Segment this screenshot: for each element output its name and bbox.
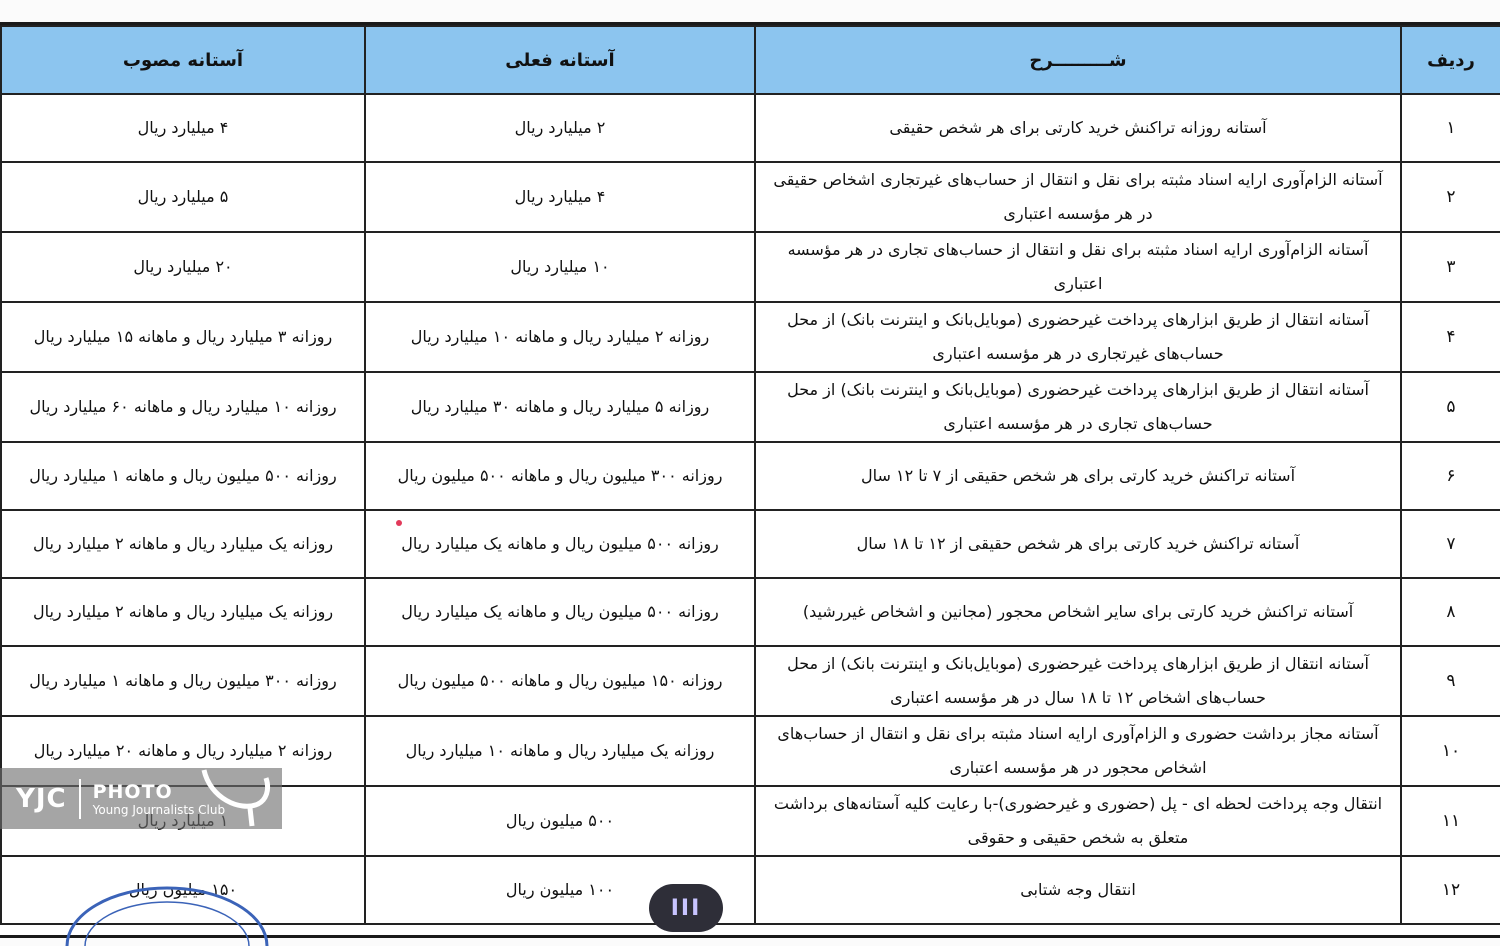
row-index: ۴ (1401, 302, 1500, 372)
row-description: انتقال وجه شتابی (755, 856, 1401, 924)
header-approved-threshold: آستانه مصوب (1, 26, 365, 94)
table-row (1, 232, 1500, 302)
row-current-threshold: روزانه ۱۵۰ میلیون ریال و ماهانه ۵۰۰ میلیون ریال (365, 646, 755, 716)
row-index: ۳ (1401, 232, 1500, 302)
row-current-threshold: ۱۰۰ میلیون ریال (365, 856, 755, 924)
table-row (1, 94, 1500, 162)
row-approved-threshold: ۵ میلیارد ریال (1, 162, 365, 232)
row-description: آستانه الزام‌آوری ارایه اسناد مثبته برای نقل و انتقال از حساب‌های تجاری در هر مؤسسه اعتباری (755, 232, 1401, 302)
row-approved-threshold: ۱۵۰ میلیون ریال (1, 856, 365, 924)
red-dot-mark (396, 520, 402, 526)
row-index: ۸ (1401, 578, 1500, 646)
row-description: آستانه الزام‌آوری ارایه اسناد مثبته برای نقل و انتقال از حساب‌های غیرتجاری اشخاص حقیقی در هر مؤسسه اعتباری (755, 162, 1401, 232)
row-approved-threshold: روزانه ۳۰۰ میلیون ریال و ماهانه ۱ میلیارد ریال (1, 646, 365, 716)
table-row (1, 442, 1500, 510)
row-index: ۱۰ (1401, 716, 1500, 786)
row-description: آستانه انتقال از طریق ابزارهای پرداخت غیرحضوری (موبایل‌بانک و اینترنت بانک) از محل حساب‌های غیرتجاری در هر مؤسسه اعتباری (755, 302, 1401, 372)
row-approved-threshold: روزانه یک میلیارد ریال و ماهانه ۲ میلیارد ریال (1, 578, 365, 646)
row-approved-threshold: ۴ میلیارد ریال (1, 94, 365, 162)
table-row (1, 302, 1500, 372)
row-current-threshold: روزانه ۳۰۰ میلیون ریال و ماهانه ۵۰۰ میلیون ریال (365, 442, 755, 510)
row-description: آستانه انتقال از طریق ابزارهای پرداخت غیرحضوری (موبایل‌بانک و اینترنت بانک) از محل حساب‌های تجاری در هر مؤسسه اعتباری (755, 372, 1401, 442)
table-header-row (1, 26, 1500, 94)
row-description: آستانه روزانه تراکنش خرید کارتی برای هر شخص حقیقی (755, 94, 1401, 162)
row-approved-threshold: روزانه یک میلیارد ریال و ماهانه ۲ میلیارد ریال (1, 510, 365, 578)
row-approved-threshold: روزانه ۲ میلیارد ریال و ماهانه ۲۰ میلیارد ریال (1, 716, 365, 786)
row-current-threshold: روزانه یک میلیارد ریال و ماهانه ۱۰ میلیارد ریال (365, 716, 755, 786)
row-index: ۵ (1401, 372, 1500, 442)
row-index: ۲ (1401, 162, 1500, 232)
row-index: ۱۱ (1401, 786, 1500, 856)
scroll-handle-button[interactable] (649, 884, 723, 932)
header-index: ردیف (1401, 26, 1500, 94)
row-description: آستانه تراکنش خرید کارتی برای هر شخص حقیقی از ۷ تا ۱۲ سال (755, 442, 1401, 510)
row-index: ۷ (1401, 510, 1500, 578)
header-current-threshold: آستانه فعلی (365, 26, 755, 94)
row-current-threshold: روزانه ۵ میلیارد ریال و ماهانه ۳۰ میلیارد ریال (365, 372, 755, 442)
row-description: آستانه تراکنش خرید کارتی برای هر شخص حقیقی از ۱۲ تا ۱۸ سال (755, 510, 1401, 578)
row-approved-threshold: ۲۰ میلیارد ریال (1, 232, 365, 302)
yjc-logo: YJC (16, 783, 67, 814)
row-description: آستانه انتقال از طریق ابزارهای پرداخت غیرحضوری (موبایل‌بانک و اینترنت بانک) از محل حساب‌های اشخاص ۱۲ تا ۱۸ سال در هر مؤسسه اعتباری (755, 646, 1401, 716)
row-current-threshold: روزانه ۵۰۰ میلیون ریال و ماهانه یک میلیارد ریال (365, 578, 755, 646)
row-current-threshold: ۴ میلیارد ریال (365, 162, 755, 232)
row-description: انتقال وجه پرداخت لحظه ای - پل (حضوری و غیرحضوری)-با رعایت کلیه آستانه‌های برداشت متعلق به شخص حقیقی و حقوقی (755, 786, 1401, 856)
table-row (1, 372, 1500, 442)
watermark-photo-label: PHOTO (92, 780, 173, 803)
table-row (1, 646, 1500, 716)
yjc-emblem-icon (200, 768, 280, 829)
row-current-threshold: روزانه ۵۰۰ میلیون ریال و ماهانه یک میلیارد ریال (365, 510, 755, 578)
watermark-club-label: Young Journalists Club (92, 802, 226, 817)
row-description: آستانه تراکنش خرید کارتی برای سایر اشخاص محجور (مجانین و اشخاص غیررشید) (755, 578, 1401, 646)
table-row (1, 162, 1500, 232)
table-row (1, 578, 1500, 646)
row-approved-threshold: روزانه ۵۰۰ میلیون ریال و ماهانه ۱ میلیارد ریال (1, 442, 365, 510)
photo-watermark (0, 768, 282, 829)
stamp-seal-icon (62, 878, 272, 946)
row-current-threshold: روزانه ۲ میلیارد ریال و ماهانه ۱۰ میلیارد ریال (365, 302, 755, 372)
table-row (1, 510, 1500, 578)
row-description: آستانه مجاز برداشت حضوری و الزام‌آوری ارایه اسناد مثبته برای نقل و انتقال از حساب‌های اشخاص محجور در هر مؤسسه اعتباری (755, 716, 1401, 786)
row-approved-threshold: روزانه ۳ میلیارد ریال و ماهانه ۱۵ میلیارد ریال (1, 302, 365, 372)
row-approved-threshold: روزانه ۱۰ میلیارد ریال و ماهانه ۶۰ میلیارد ریال (1, 372, 365, 442)
row-current-threshold: ۲ میلیارد ریال (365, 94, 755, 162)
row-current-threshold: ۵۰۰ میلیون ریال (365, 786, 755, 856)
row-index: ۹ (1401, 646, 1500, 716)
row-index: ۶ (1401, 442, 1500, 510)
header-description: شـــــــــرح (755, 26, 1401, 94)
row-current-threshold: ۱۰ میلیارد ریال (365, 232, 755, 302)
handle-label: III (670, 895, 702, 921)
row-index: ۱۲ (1401, 856, 1500, 924)
row-index: ۱ (1401, 94, 1500, 162)
